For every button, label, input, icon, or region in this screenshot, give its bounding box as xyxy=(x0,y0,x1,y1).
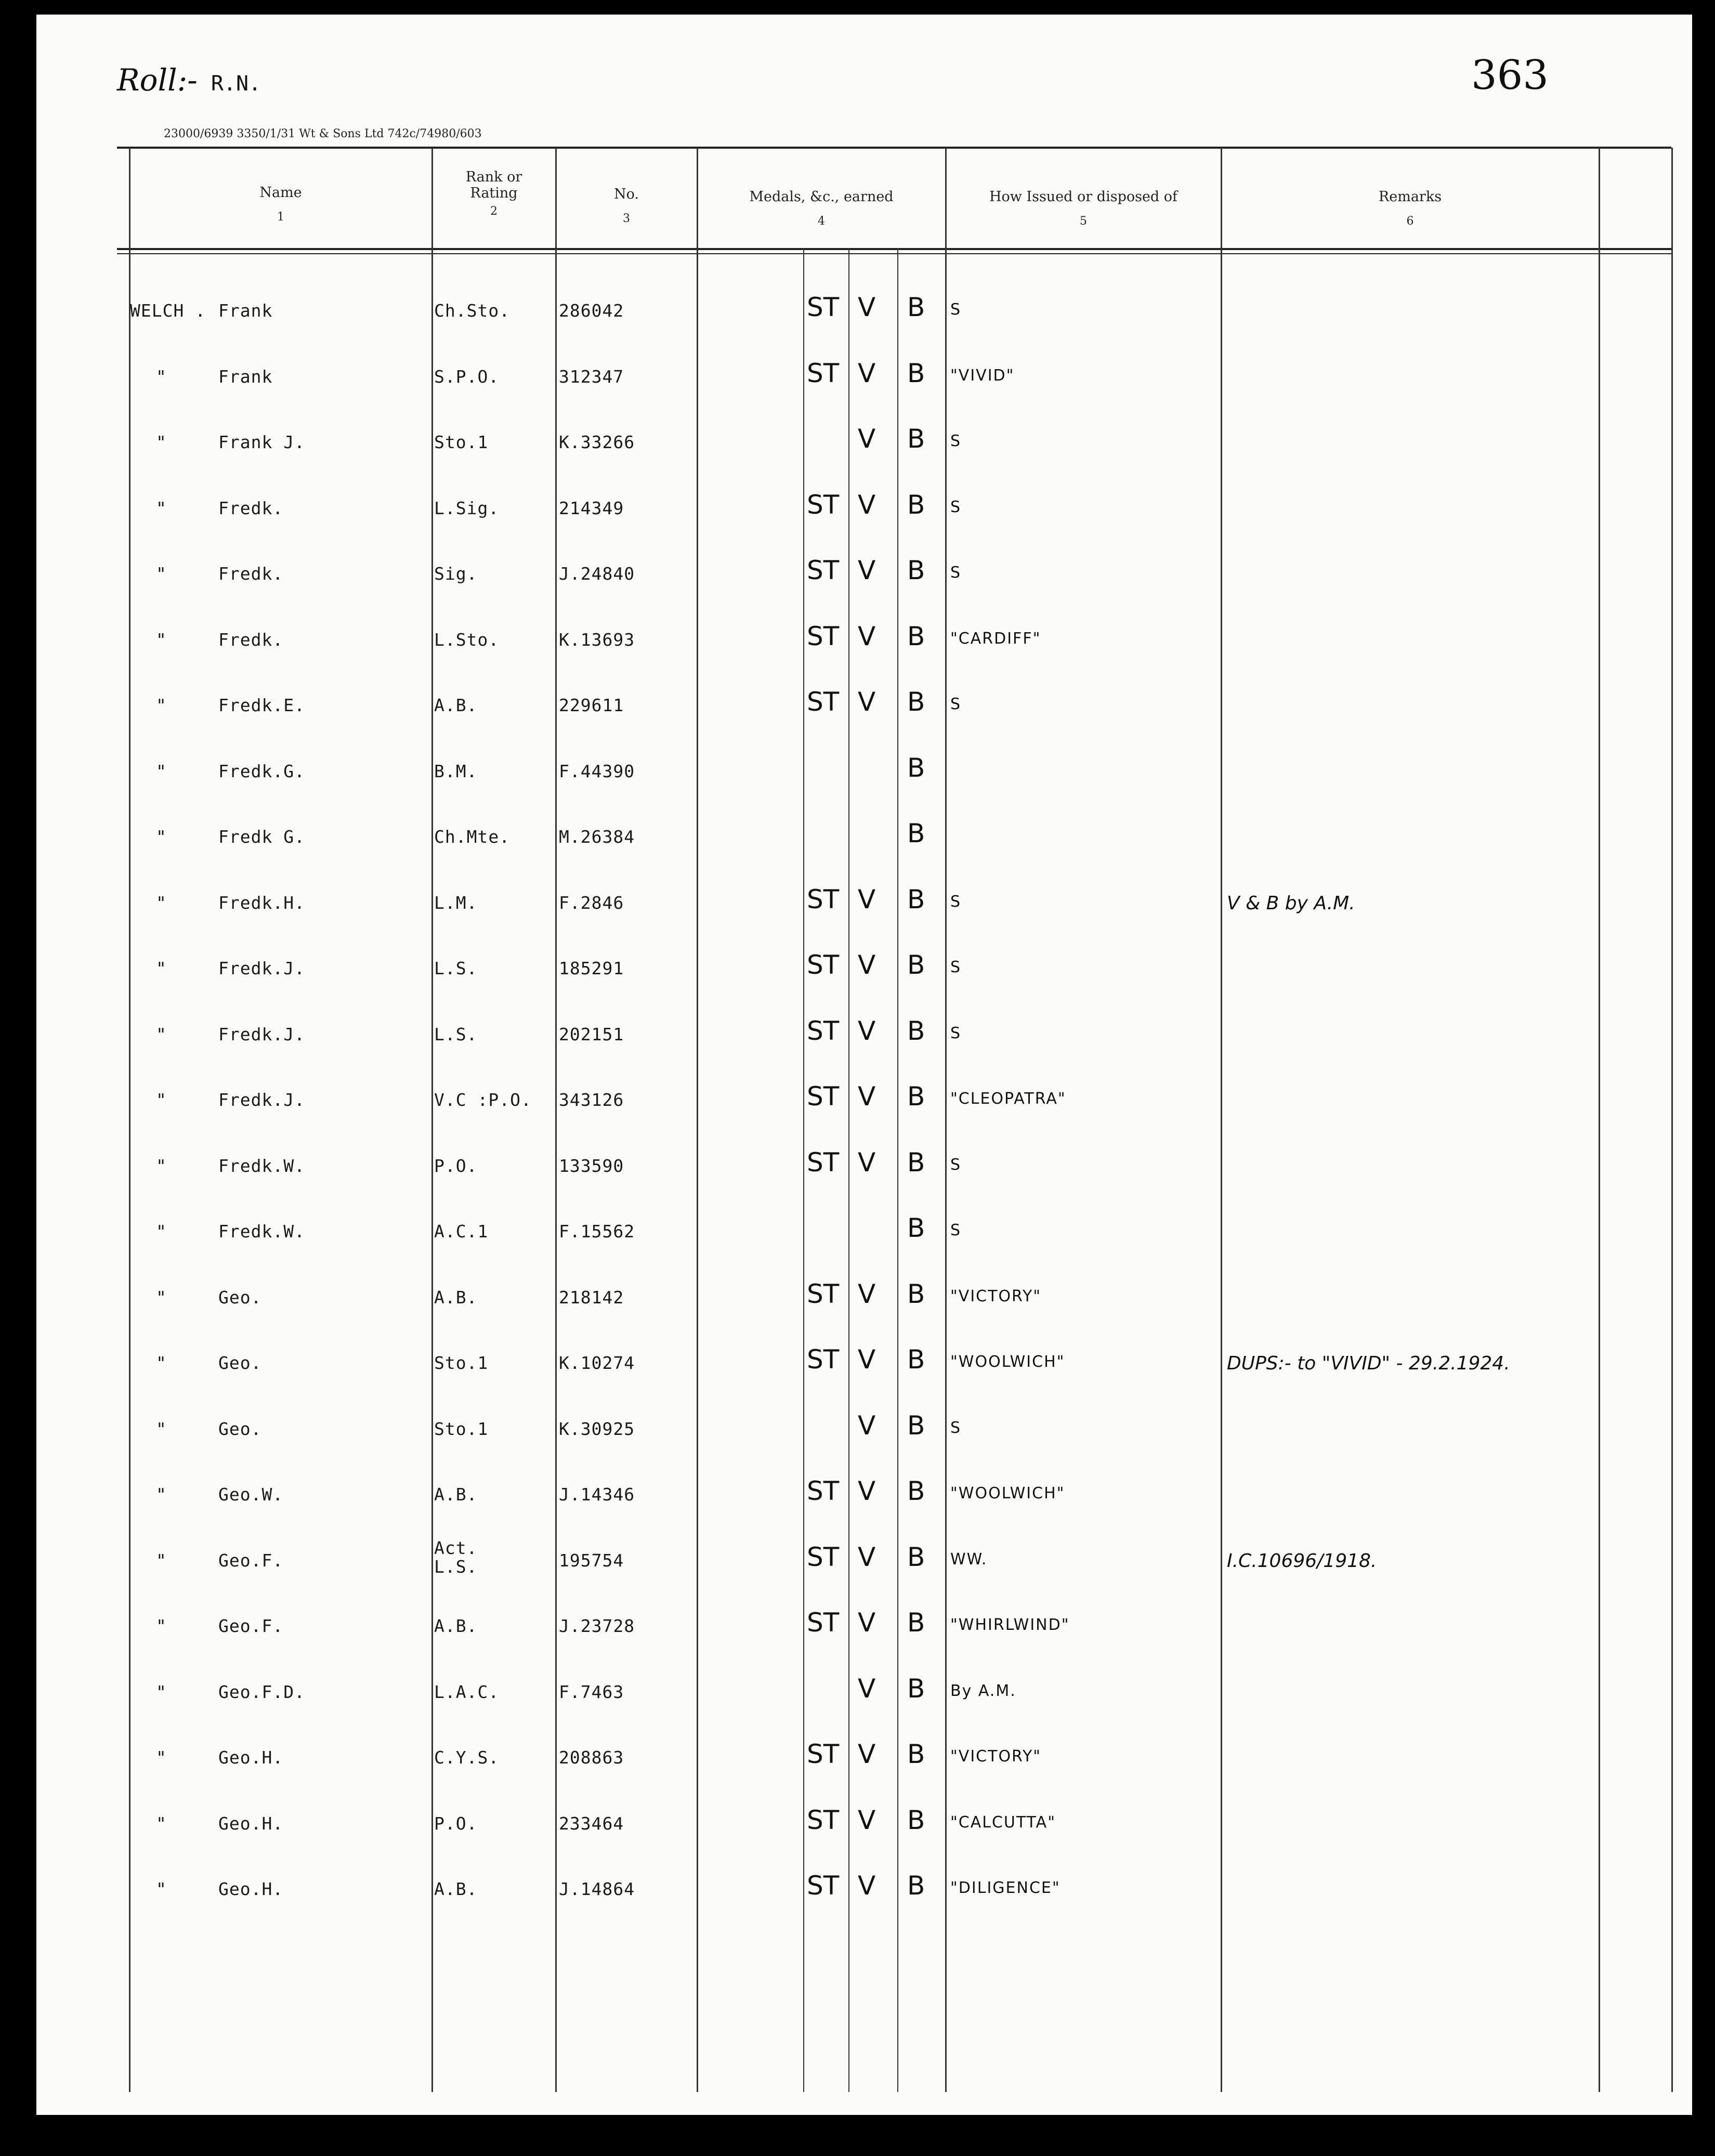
entry-forename: Fredk.H. xyxy=(218,893,305,913)
medal-star-mark: ST xyxy=(807,1476,840,1506)
entry-surname: " xyxy=(156,1550,167,1571)
medal-star-mark: ST xyxy=(807,358,840,388)
entry-issued: S xyxy=(950,432,962,450)
entry-issued: "DILIGENCE" xyxy=(950,1879,1061,1897)
medal-victory-mark: V xyxy=(858,1344,876,1375)
entry-rank: Sto.1 xyxy=(434,1353,489,1373)
entry-surname: " xyxy=(156,1024,167,1044)
entry-number: 202151 xyxy=(559,1024,624,1044)
entry-number: J.14864 xyxy=(559,1879,635,1899)
entry-issued: S xyxy=(950,1156,962,1174)
entry-forename: Fredk.J. xyxy=(218,1024,305,1044)
medal-british-war-mark: B xyxy=(907,1674,925,1704)
entry-surname: " xyxy=(156,498,167,518)
entry-rank: Sig. xyxy=(434,564,478,584)
column-header-number: No. 3 xyxy=(614,186,639,225)
entry-forename: Geo.H. xyxy=(218,1879,284,1899)
entry-surname: " xyxy=(156,1682,167,1702)
medal-star-mark: ST xyxy=(807,1344,840,1375)
entry-remarks: I.C.10696/1918. xyxy=(1227,1550,1377,1572)
entry-number: 195754 xyxy=(559,1550,624,1571)
entry-forename: Geo.H. xyxy=(218,1813,284,1834)
entry-surname: " xyxy=(156,432,167,452)
medal-british-war-mark: B xyxy=(907,950,925,980)
medal-british-war-mark: B xyxy=(907,1542,925,1572)
entry-number: 343126 xyxy=(559,1090,624,1110)
medal-british-war-mark: B xyxy=(907,358,925,388)
entry-number: 214349 xyxy=(559,498,624,518)
entry-number: K.33266 xyxy=(559,432,635,452)
entry-forename: Geo.F.D. xyxy=(218,1682,305,1702)
entry-issued: S xyxy=(950,1221,962,1239)
medal-star-mark: ST xyxy=(807,292,840,322)
entry-surname: " xyxy=(156,958,167,978)
entry-number: F.7463 xyxy=(559,1682,624,1702)
entry-number: K.30925 xyxy=(559,1419,635,1439)
col-divider xyxy=(945,148,947,2092)
entry-number: K.13693 xyxy=(559,630,635,650)
medal-star-mark: ST xyxy=(807,884,840,914)
entry-issued: "VICTORY" xyxy=(950,1287,1042,1305)
medal-victory-mark: V xyxy=(858,1542,876,1572)
medal-victory-mark: V xyxy=(858,490,876,520)
entry-issued: S xyxy=(950,958,962,976)
entry-rank: Sto.1 xyxy=(434,1419,489,1439)
entry-forename: Frank xyxy=(218,300,273,321)
medal-british-war-mark: B xyxy=(907,818,925,848)
scan-border xyxy=(0,2115,1715,2156)
medal-british-war-mark: B xyxy=(907,753,925,783)
medal-british-war-mark: B xyxy=(907,1739,925,1769)
entry-rank: A.B. xyxy=(434,1287,478,1308)
column-header-medals: Medals, &c., earned 4 xyxy=(749,189,894,228)
entry-forename: Frank J. xyxy=(218,432,305,452)
entry-rank: S.P.O. xyxy=(434,367,500,387)
medal-star-mark: ST xyxy=(807,950,840,980)
entry-surname: " xyxy=(156,1090,167,1110)
entry-surname: " xyxy=(156,1616,167,1636)
entry-remarks: DUPS:- to "VIVID" - 29.2.1924. xyxy=(1227,1353,1510,1374)
entry-issued: "WOOLWICH" xyxy=(950,1353,1065,1371)
entry-issued: "CARDIFF" xyxy=(950,630,1041,648)
entry-issued: S xyxy=(950,564,962,582)
entry-number: 208863 xyxy=(559,1747,624,1768)
entry-surname: " xyxy=(156,1221,167,1242)
medal-british-war-mark: B xyxy=(907,1476,925,1506)
entry-forename: Geo. xyxy=(218,1287,262,1308)
entry-rank: Ch.Mte. xyxy=(434,827,510,847)
medal-victory-mark: V xyxy=(858,555,876,585)
entry-number: M.26384 xyxy=(559,827,635,847)
medal-victory-mark: V xyxy=(858,621,876,651)
entry-surname: " xyxy=(156,1879,167,1899)
entry-forename: Fredk. xyxy=(218,630,284,650)
medal-victory-mark: V xyxy=(858,1279,876,1309)
entry-surname: " xyxy=(156,1484,167,1505)
entry-rank: L.A.C. xyxy=(434,1682,500,1702)
medal-victory-mark: V xyxy=(858,687,876,717)
medal-victory-mark: V xyxy=(858,1674,876,1704)
entry-forename: Fredk.G. xyxy=(218,761,305,781)
entry-forename: Geo. xyxy=(218,1353,262,1373)
medal-british-war-mark: B xyxy=(907,1344,925,1375)
entry-number: 286042 xyxy=(559,300,624,321)
entry-forename: Geo. xyxy=(218,1419,262,1439)
entry-forename: Geo.F. xyxy=(218,1550,284,1571)
entry-number: 185291 xyxy=(559,958,624,978)
printer-line: 23000/6939 3350/1/31 Wt & Sons Ltd 742c/74980/603 xyxy=(164,127,482,140)
entry-forename: Fredk.E. xyxy=(218,695,305,715)
medal-british-war-mark: B xyxy=(907,490,925,520)
entry-surname: WELCH . xyxy=(130,300,206,321)
entry-issued: S xyxy=(950,695,962,713)
entry-rank: L.S. xyxy=(434,1024,478,1044)
entry-surname: " xyxy=(156,1287,167,1308)
medal-star-mark: ST xyxy=(807,1542,840,1572)
entry-surname: " xyxy=(156,1353,167,1373)
medal-victory-mark: V xyxy=(858,1805,876,1835)
entry-number: F.2846 xyxy=(559,893,624,913)
entry-forename: Fredk. xyxy=(218,498,284,518)
entry-issued: S xyxy=(950,1419,962,1437)
medal-british-war-mark: B xyxy=(907,1410,925,1441)
column-header-name: Name 1 xyxy=(259,185,302,224)
col-divider xyxy=(1671,148,1673,2092)
entry-surname: " xyxy=(156,1747,167,1768)
entry-number: 133590 xyxy=(559,1156,624,1176)
entry-number: 233464 xyxy=(559,1813,624,1834)
medal-star-mark: ST xyxy=(807,1016,840,1046)
medal-star-mark: ST xyxy=(807,1739,840,1769)
entry-surname: " xyxy=(156,630,167,650)
roll-label: Roll:- xyxy=(117,62,198,98)
entry-rank: L.S. xyxy=(434,958,478,978)
entry-number: F.15562 xyxy=(559,1221,635,1242)
roll-heading xyxy=(117,62,261,98)
medal-subdivider xyxy=(897,248,898,2092)
page-number: 363 xyxy=(1471,52,1549,99)
medal-victory-mark: V xyxy=(858,950,876,980)
medal-british-war-mark: B xyxy=(907,555,925,585)
medal-victory-mark: V xyxy=(858,424,876,454)
entry-issued: S xyxy=(950,893,962,911)
medal-victory-mark: V xyxy=(858,1147,876,1178)
entry-forename: Geo.W. xyxy=(218,1484,284,1505)
col-divider xyxy=(1221,148,1222,2092)
entry-number: 229611 xyxy=(559,695,624,715)
col-divider xyxy=(1599,148,1600,2092)
roll-value: R.N. xyxy=(211,72,261,96)
entry-surname: " xyxy=(156,1156,167,1176)
entry-rank: L.Sig. xyxy=(434,498,500,518)
entry-issued: "WOOLWICH" xyxy=(950,1484,1065,1502)
medal-british-war-mark: B xyxy=(907,1213,925,1243)
col-divider xyxy=(697,148,698,2092)
entry-issued: "CALCUTTA" xyxy=(950,1813,1056,1832)
medal-british-war-mark: B xyxy=(907,292,925,322)
header-rule-lower xyxy=(117,253,1671,254)
medal-star-mark: ST xyxy=(807,555,840,585)
medal-star-mark: ST xyxy=(807,1147,840,1178)
entry-rank: Sto.1 xyxy=(434,432,489,452)
medal-victory-mark: V xyxy=(858,1739,876,1769)
entry-rank: Ch.Sto. xyxy=(434,300,510,321)
medal-british-war-mark: B xyxy=(907,1147,925,1178)
entry-surname: " xyxy=(156,564,167,584)
entry-forename: Frank xyxy=(218,367,273,387)
top-rule xyxy=(117,147,1671,149)
medal-victory-mark: V xyxy=(858,292,876,322)
entry-forename: Fredk. xyxy=(218,564,284,584)
entry-forename: Fredk.W. xyxy=(218,1156,305,1176)
entry-surname: " xyxy=(156,827,167,847)
entry-rank: A.B. xyxy=(434,695,478,715)
entry-number: F.44390 xyxy=(559,761,635,781)
medal-star-mark: ST xyxy=(807,621,840,651)
entry-number: J.14346 xyxy=(559,1484,635,1505)
medal-subdivider xyxy=(848,248,849,2092)
entry-number: J.24840 xyxy=(559,564,635,584)
col-divider xyxy=(555,148,557,2092)
medal-subdivider xyxy=(803,248,804,2092)
entry-rank: V.C :P.O. xyxy=(434,1090,532,1110)
entry-number: 312347 xyxy=(559,367,624,387)
medal-british-war-mark: B xyxy=(907,1871,925,1901)
entry-issued: By A.M. xyxy=(950,1682,1016,1700)
medal-victory-mark: V xyxy=(858,1608,876,1638)
entry-surname: " xyxy=(156,761,167,781)
column-header-rank: Rank or Rating 2 xyxy=(465,169,522,218)
entry-forename: Fredk.W. xyxy=(218,1221,305,1242)
medal-british-war-mark: B xyxy=(907,1016,925,1046)
medal-british-war-mark: B xyxy=(907,621,925,651)
entry-issued: WW. xyxy=(950,1550,988,1569)
medal-british-war-mark: B xyxy=(907,1279,925,1309)
entry-forename: Fredk.J. xyxy=(218,958,305,978)
medal-victory-mark: V xyxy=(858,1410,876,1441)
col-divider xyxy=(431,148,433,2092)
medal-victory-mark: V xyxy=(858,1476,876,1506)
entry-forename: Geo.H. xyxy=(218,1747,284,1768)
medal-star-mark: ST xyxy=(807,687,840,717)
medal-star-mark: ST xyxy=(807,1871,840,1901)
entry-number: 218142 xyxy=(559,1287,624,1308)
entry-issued: "CLEOPATRA" xyxy=(950,1090,1066,1108)
medal-british-war-mark: B xyxy=(907,424,925,454)
medal-star-mark: ST xyxy=(807,1805,840,1835)
entry-surname: " xyxy=(156,893,167,913)
entry-rank: P.O. xyxy=(434,1156,478,1176)
entry-issued: S xyxy=(950,1024,962,1042)
entry-rank: C.Y.S. xyxy=(434,1747,500,1768)
entry-issued: S xyxy=(950,498,962,516)
entry-rank: B.M. xyxy=(434,761,478,781)
medal-british-war-mark: B xyxy=(907,1805,925,1835)
entry-issued: S xyxy=(950,300,962,319)
roll-page xyxy=(36,15,1692,2115)
entry-rank: A.B. xyxy=(434,1616,478,1636)
entry-forename: Geo.F. xyxy=(218,1616,284,1636)
entry-rank: Act. L.S. xyxy=(434,1538,478,1577)
entry-rank: P.O. xyxy=(434,1813,478,1834)
medal-victory-mark: V xyxy=(858,1871,876,1901)
medal-victory-mark: V xyxy=(858,1016,876,1046)
medal-british-war-mark: B xyxy=(907,884,925,914)
entry-forename: Fredk.J. xyxy=(218,1090,305,1110)
entry-surname: " xyxy=(156,695,167,715)
header-rule xyxy=(117,248,1671,250)
entry-rank: A.C.1 xyxy=(434,1221,489,1242)
column-header-remarks: Remarks 6 xyxy=(1378,189,1442,228)
entry-issued: "WHIRLWIND" xyxy=(950,1616,1070,1634)
entry-surname: " xyxy=(156,1419,167,1439)
medal-victory-mark: V xyxy=(858,884,876,914)
entry-number: J.23728 xyxy=(559,1616,635,1636)
entry-number: K.10274 xyxy=(559,1353,635,1373)
entry-rank: L.M. xyxy=(434,893,478,913)
column-header-issued: How Issued or disposed of 5 xyxy=(989,189,1178,228)
medal-star-mark: ST xyxy=(807,1279,840,1309)
entry-issued: "VICTORY" xyxy=(950,1747,1042,1766)
entry-forename: Fredk G. xyxy=(218,827,305,847)
medal-star-mark: ST xyxy=(807,1608,840,1638)
medal-victory-mark: V xyxy=(858,358,876,388)
medal-british-war-mark: B xyxy=(907,687,925,717)
medal-victory-mark: V xyxy=(858,1081,876,1112)
medal-british-war-mark: B xyxy=(907,1081,925,1112)
medal-star-mark: ST xyxy=(807,1081,840,1112)
entry-surname: " xyxy=(156,367,167,387)
medal-british-war-mark: B xyxy=(907,1608,925,1638)
entry-rank: A.B. xyxy=(434,1879,478,1899)
entry-issued: "VIVID" xyxy=(950,367,1015,385)
entry-remarks: V & B by A.M. xyxy=(1227,893,1355,914)
entry-rank: L.Sto. xyxy=(434,630,500,650)
entry-rank: A.B. xyxy=(434,1484,478,1505)
col-divider xyxy=(129,148,130,2092)
entry-surname: " xyxy=(156,1813,167,1834)
medal-star-mark: ST xyxy=(807,490,840,520)
